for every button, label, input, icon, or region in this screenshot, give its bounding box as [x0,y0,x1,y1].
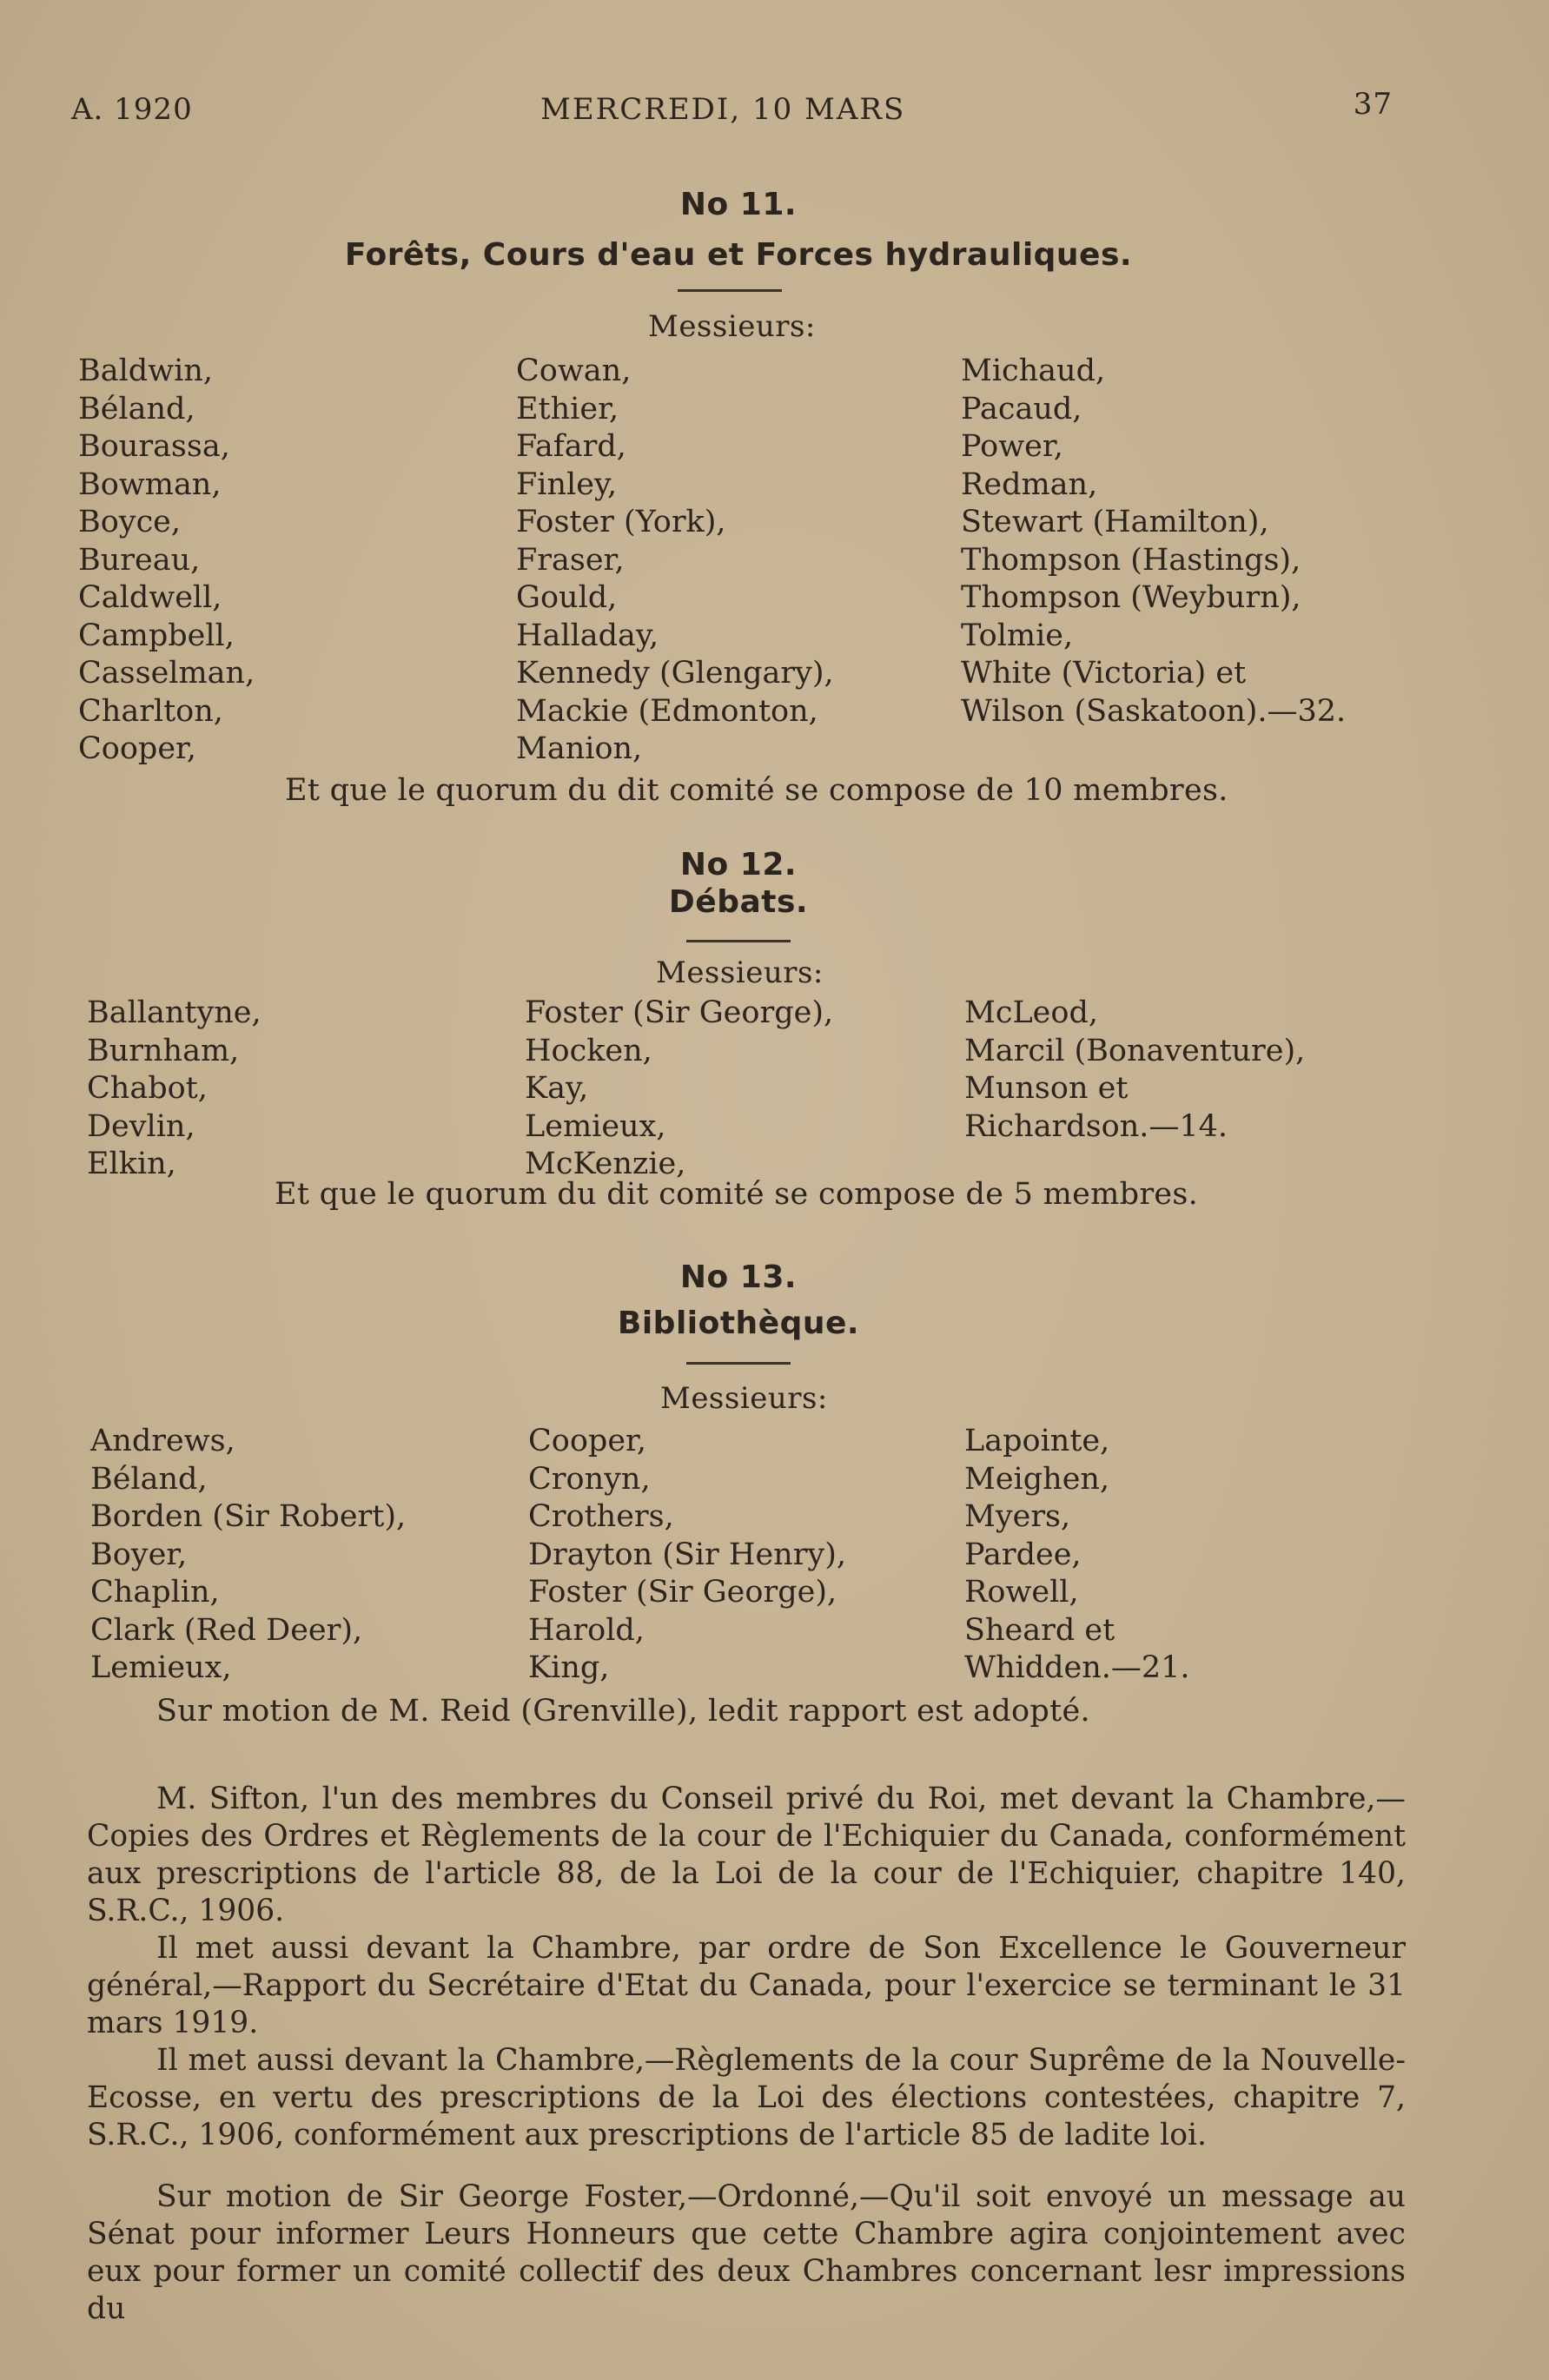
member-name: Marcil (Bonaventure), [964,1033,1306,1068]
section-11-col3 [961,353,1346,731]
paragraph: Il met aussi devant la Chambre, par ordre de Son Excellence le Gouverneur général,—Rapport du Secrétaire d'Etat du Canada, pour l'exercice se terminant le 31 mars 1919. [87,1931,1406,2040]
member-name: Elkin, [87,1147,176,1181]
sifton-paragraphs [87,1781,1406,2154]
member-name: Bureau, [78,542,201,578]
member-name: Clark (Red Deer), [90,1612,363,1648]
section-11-col1 [78,353,255,769]
member-name: Foster (York), [516,505,726,539]
paragraph: Il met aussi devant la Chambre,—Règlements de la cour Suprême de la Nouvelle-Ecosse, en vertu des prescriptions de la Loi des élections contestées, chapitre 7, S.R.C., 1906, conformément aux prescriptions de l'article 85 de ladite loi. [87,2043,1406,2152]
member-name: Campbell, [78,618,235,653]
section-12-col1 [87,995,261,1184]
member-name: Manion, [516,731,643,766]
member-name: Wilson (Saskatoon).—32. [961,693,1347,729]
member-name: Richardson.—14. [964,1108,1228,1144]
section-13-col3 [964,1423,1190,1688]
member-name: Lapointe, [964,1424,1110,1458]
section-12-number: No 12. [679,847,798,883]
member-name: Stewart (Hamilton), [961,505,1269,539]
member-name: Halladay, [516,618,659,653]
member-name: Bourassa, [78,429,230,464]
section-13-col1 [90,1423,406,1688]
member-name: Lemieux, [90,1650,232,1685]
session-year: A. 1920 [71,92,193,127]
member-name: Redman, [961,466,1098,502]
member-name: McKenzie, [525,1147,686,1181]
member-name: Cooper, [78,731,197,766]
section-11-rule [678,289,782,292]
member-name: Harold, [528,1612,645,1648]
section-13-number: No 13. [679,1259,798,1295]
page-date-heading: MERCREDI, 10 MARS [540,92,906,127]
member-name: Sheard et [964,1612,1115,1648]
member-name: Thompson (Hastings), [961,542,1301,578]
member-name: Cronyn, [528,1461,651,1497]
member-name: Rowell, [964,1575,1079,1610]
member-name: Fraser, [516,542,625,578]
member-name: Pacaud, [961,391,1082,426]
paragraph: M. Sifton, l'un des membres du Conseil privé du Roi, met devant la Chambre,—Copies des Ordres et Règlements de la cour de l'Echiquier du Canada, conformément aux prescriptions de l'article 88, de la Loi de la cour de l'Echiquier, chapitre 140, S.R.C., 1906. [87,1782,1406,1928]
member-name: Foster (Sir George), [525,995,834,1030]
section-13-col2 [528,1423,846,1688]
member-name: Cooper, [528,1424,647,1458]
member-name: Béland, [78,391,195,426]
member-name: Lemieux, [525,1108,666,1144]
member-name: Tolmie, [961,618,1074,653]
member-name: Ballantyne, [87,995,261,1030]
member-name: Fafard, [516,429,626,464]
member-name: Meighen, [964,1461,1110,1497]
member-name: Caldwell, [78,580,222,615]
member-name: Gould, [516,580,618,615]
section-12-rule [686,940,791,942]
member-name: King, [528,1650,610,1685]
member-name: Casselman, [78,656,255,691]
member-name: Foster (Sir George), [528,1575,837,1610]
member-name: Myers, [964,1499,1071,1534]
section-12-title: Débats. [668,884,809,920]
section-11-number: No 11. [679,187,798,222]
member-name: Chabot, [87,1071,208,1106]
member-name: Andrews, [90,1424,235,1458]
member-name: Drayton (Sir Henry), [528,1537,846,1572]
member-name: Pardee, [964,1537,1082,1572]
member-name: Munson et [964,1071,1129,1106]
member-name: White (Victoria) et [961,656,1247,691]
member-name: Boyce, [78,505,182,539]
member-name: Power, [961,429,1063,464]
member-name: Boyer, [90,1537,188,1572]
foster-paragraph [87,2178,1406,2328]
member-name: McLeod, [964,995,1098,1030]
section-11-title: Forêts, Cours d'eau et Forces hydrauliques. [344,237,1133,273]
member-name: Finley, [516,466,618,502]
member-name: Devlin, [87,1108,195,1144]
section-12-quorum: Et que le quorum du dit comité se compose de 5 membres. [275,1177,1199,1212]
member-name: Mackie (Edmonton, [516,693,818,729]
member-name: Crothers, [528,1499,674,1534]
paragraph: Sur motion de Sir George Foster,—Ordonné,—Qu'il soit envoyé un message au Sénat pour informer Leurs Honneurs que cette Chambre agira conjointement avec eux pour former un comité collectif des deux Chambres concernant lesr impressions du [87,2179,1406,2326]
member-name: Béland, [90,1461,208,1497]
member-name: Kay, [525,1071,589,1106]
member-name: Whidden.—21. [964,1650,1190,1685]
member-name: Kennedy (Glengary), [516,656,834,691]
member-name: Hocken, [525,1033,652,1068]
section-13-adoption: Sur motion de M. Reid (Grenville), ledit rapport est adopté. [156,1694,1090,1729]
member-name: Burnham, [87,1033,240,1068]
member-name: Baldwin, [78,354,214,388]
section-11-col2 [516,353,834,769]
section-11-quorum: Et que le quorum du dit comité se compose de 10 membres. [285,773,1228,808]
section-13-rule [686,1362,791,1365]
member-name: Borden (Sir Robert), [90,1499,407,1534]
member-name: Thompson (Weyburn), [961,580,1301,615]
member-name: Ethier, [516,391,619,426]
member-name: Chaplin, [90,1575,220,1610]
section-12-messieurs: Messieurs: [656,955,824,990]
section-12-col3 [964,995,1305,1146]
section-11-messieurs: Messieurs: [648,309,816,344]
member-name: Michaud, [961,354,1106,388]
member-name: Bowman, [78,466,222,502]
section-13-title: Bibliothèque. [617,1306,860,1341]
section-12-col2 [525,995,833,1184]
member-name: Charlton, [78,693,223,729]
page-number: 37 [1353,87,1393,122]
member-name: Cowan, [516,354,632,388]
section-13-messieurs: Messieurs: [660,1381,828,1416]
